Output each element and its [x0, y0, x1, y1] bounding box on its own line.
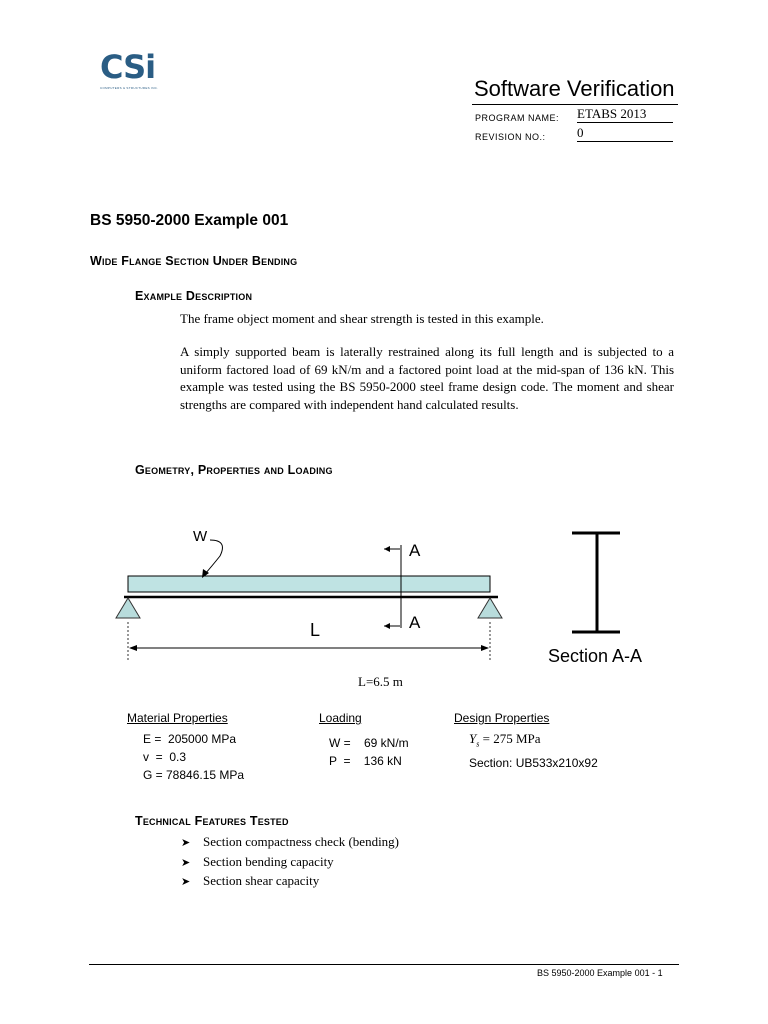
- section-cut-arrowhead-top: [384, 546, 390, 552]
- logo-subtext: COMPUTERS & STRUCTURES INC.: [100, 86, 159, 90]
- feature-item-text: Section shear capacity: [203, 873, 320, 888]
- material-properties-list: [143, 730, 244, 784]
- program-name-label: PROGRAM NAME:: [475, 113, 560, 123]
- logo-text: CSi: [100, 48, 156, 86]
- feature-item: [181, 833, 399, 853]
- loading-line-w: W = 69 kN/m: [329, 736, 409, 750]
- feature-item: [181, 872, 399, 892]
- description-paragraph-2: A simply supported beam is laterally restrained along its full length and is subjected to a uniform factored load of 69 kN/m and a factored point load at the mid-span of 136 kN. This example was tested using the BS 5950-2000 steel frame design code. The moment and shear strengths are compared with independent hand calculated results.: [180, 344, 674, 412]
- fy-subscript: s: [476, 739, 480, 749]
- footer-rule: [89, 964, 679, 965]
- description-heading: Example Description: [135, 289, 253, 303]
- design-properties-heading: Design Properties: [454, 711, 550, 725]
- section-cut-arrowhead-bottom: [384, 623, 390, 629]
- load-label: W: [193, 528, 208, 545]
- revision-label: REVISION NO.:: [475, 132, 546, 142]
- loading-line-p: P = 136 kN: [329, 754, 402, 768]
- section-cut-label-top: A: [409, 541, 421, 560]
- load-pointer-line: [205, 540, 222, 574]
- material-line-v: v = 0.3: [143, 750, 187, 764]
- span-label: L: [310, 620, 321, 640]
- loading-list: [329, 734, 409, 770]
- feature-item: [181, 853, 399, 873]
- document-subtitle: Wide Flange Section Under Bending: [90, 254, 298, 268]
- program-name-value: ETABS 2013: [577, 106, 673, 123]
- geometry-heading: Geometry, Properties and Loading: [135, 463, 333, 477]
- features-list: [181, 833, 399, 892]
- right-support: [478, 598, 502, 618]
- dimension-arrowhead-right: [481, 645, 489, 651]
- footer-page-label: BS 5950-2000 Example 001 - 1: [537, 968, 663, 978]
- fy-symbol: Y: [469, 731, 477, 746]
- features-heading: Technical Features Tested: [135, 814, 289, 828]
- dimension-arrowhead-left: [129, 645, 137, 651]
- material-line-g: G = 78846.15 MPa: [143, 768, 245, 782]
- bullet-arrow-icon: ➤: [181, 875, 191, 888]
- left-support: [116, 598, 140, 618]
- fy-value: = 275 MPa: [479, 731, 541, 746]
- feature-item-text: Section bending capacity: [203, 853, 334, 869]
- description-paragraph-1: The frame object moment and shear strength is tested in this example.: [180, 311, 544, 326]
- feature-item-text: Section compactness check (bending): [203, 834, 400, 849]
- distributed-load-strip: [128, 576, 490, 592]
- length-caption: L=6.5 m: [358, 674, 403, 689]
- document-title: BS 5950-2000 Example 001: [90, 212, 289, 229]
- design-line-section: Section: UB533x210x92: [469, 755, 598, 770]
- bullet-arrow-icon: ➤: [181, 855, 191, 869]
- design-line-fy: [469, 730, 598, 754]
- section-label: Section A-A: [548, 646, 643, 666]
- revision-value: 0: [577, 125, 673, 142]
- bullet-arrow-icon: ➤: [181, 836, 191, 849]
- header-title: Software Verification: [474, 76, 675, 101]
- section-cut-label-bottom: A: [409, 613, 421, 632]
- material-line-e: E = 205000 MPa: [143, 732, 237, 746]
- loading-heading: Loading: [319, 711, 362, 725]
- material-properties-heading: Material Properties: [127, 711, 228, 725]
- design-properties-list: [469, 730, 598, 772]
